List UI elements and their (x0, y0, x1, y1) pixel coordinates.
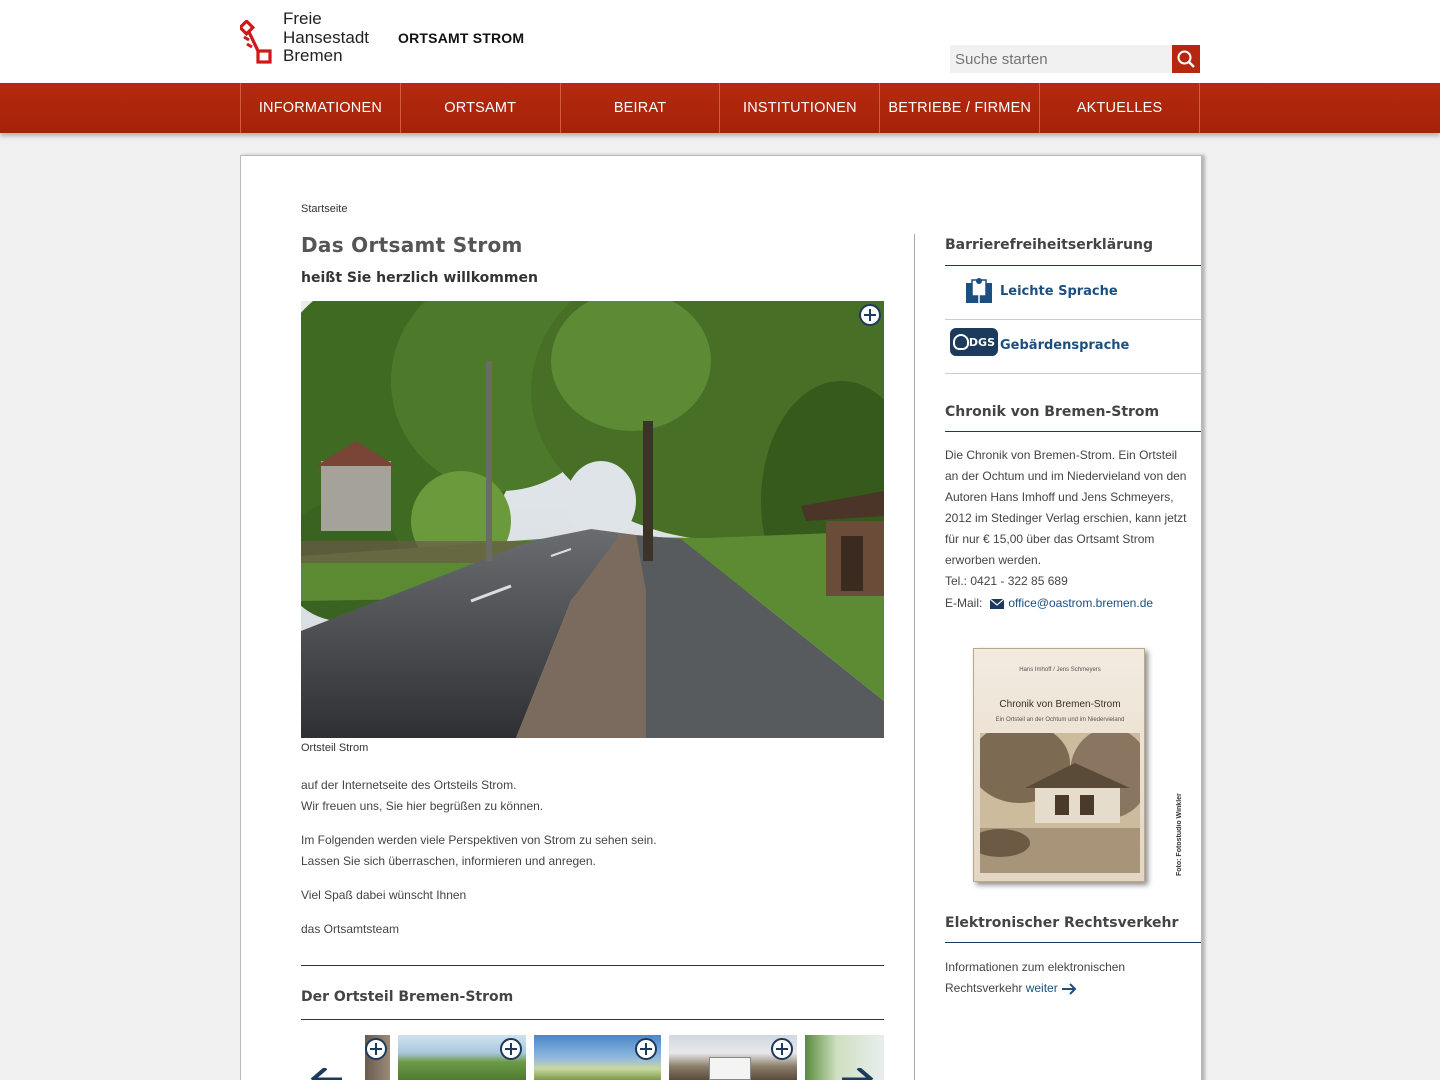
section-divider (301, 1019, 884, 1020)
welcome-text-line: Wir freuen uns, Sie hier begrüßen zu können. (301, 799, 544, 813)
book-photo-credit: Foto: Fotostudio Winkler (1176, 793, 1183, 876)
page-subtitle: heißt Sie herzlich willkommen (301, 270, 538, 286)
sidebar-divider (945, 265, 1201, 266)
nav-item-beirat[interactable]: BEIRAT (561, 83, 721, 133)
bremen-key-logo-icon[interactable] (240, 20, 274, 66)
hero-image[interactable] (301, 301, 884, 738)
search-input[interactable] (950, 45, 1172, 73)
easy-language-link[interactable]: Leichte Sprache (1000, 284, 1118, 299)
email-label: E-Mail: (945, 596, 983, 610)
chronicle-title: Chronik von Bremen-Strom (945, 404, 1160, 420)
ert-more-link[interactable]: weiter (1025, 981, 1058, 995)
gallery-next-arrow-icon[interactable] (842, 1068, 878, 1080)
welcome-paragraph-1 (301, 775, 543, 817)
sidebar-divider (945, 319, 1201, 320)
chronicle-phone: Tel.: 0421 - 322 85 689 (945, 574, 1068, 588)
hero-zoom-icon[interactable] (859, 304, 881, 326)
welcome-text-line: Lassen Sie sich überraschen, informieren und anregen. (301, 854, 596, 868)
logo-line-1: Freie (283, 9, 322, 28)
search-button[interactable] (1172, 45, 1200, 73)
arrow-right-icon[interactable] (1061, 983, 1077, 995)
site-title[interactable]: ORTSAMT STROM (398, 30, 525, 46)
sidebar-divider (945, 942, 1201, 943)
logo-line-3: Bremen (283, 46, 343, 65)
book-cover-photo (980, 733, 1140, 873)
column-divider (914, 234, 915, 1080)
mail-icon (990, 599, 1004, 609)
ert-title: Elektronischer Rechtsverkehr (945, 915, 1179, 931)
sign-language-link[interactable]: Gebärdensprache (1000, 338, 1130, 353)
email-link[interactable]: office@oastrom.bremen.de (1008, 596, 1154, 610)
welcome-text-line: auf der Internetseite des Ortsteils Strom. (301, 778, 517, 792)
welcome-paragraph-2 (301, 830, 657, 872)
breadcrumb[interactable]: Startseite (301, 203, 348, 215)
chronicle-book-cover[interactable] (973, 648, 1145, 882)
gallery-title: Der Ortsteil Bremen-Strom (301, 989, 514, 1005)
nav-item-institutionen[interactable]: INSTITUTIONEN (720, 83, 880, 133)
sign-language-dgs-icon (950, 328, 998, 356)
sidebar-divider (945, 373, 1201, 374)
book-authors: Hans Imhoff / Jens Schmeyers (1019, 667, 1101, 673)
welcome-paragraph-3: Viel Spaß dabei wünscht Ihnen (301, 888, 467, 902)
dgs-badge-label: DGS (968, 335, 995, 349)
chronicle-description: Die Chronik von Bremen-Strom. Ein Ortsteil an der Ochtum und im Niedervieland von den Autoren Hans Imhoff und Jens Schmeyers, 2012 im Stedinger Verlag erschien, kann jetzt für nur € 15,00 über das Ortsamt Strom erworben werden. (945, 448, 1187, 567)
easy-language-book-icon (964, 277, 994, 305)
thumbnail-zoom-icon[interactable] (635, 1038, 657, 1060)
logo-line-2: Hansestadt (283, 27, 369, 47)
accessibility-title[interactable]: Barrierefreiheitserklärung (945, 237, 1154, 253)
ert-text: Informationen zum elektronischen Rechtsverkehr (945, 960, 1126, 995)
welcome-text-line: Im Folgenden werden viele Perspektiven von Strom zu sehen sein. (301, 833, 657, 847)
logo-wordmark[interactable] (283, 10, 369, 66)
section-divider (301, 965, 884, 966)
page-title: Das Ortsamt Strom (301, 233, 523, 257)
book-subtitle: Ein Ortsteil an der Ochtum und im Niedervieland (995, 717, 1125, 723)
sidebar-divider (945, 431, 1201, 432)
site-header (0, 0, 1440, 83)
nav-item-informationen[interactable]: INFORMATIONEN (241, 83, 401, 133)
ert-description (945, 957, 1155, 999)
book-title: Chronik von Bremen-Strom (999, 699, 1121, 710)
thumbnail-zoom-icon[interactable] (500, 1038, 522, 1060)
gallery-prev-arrow-icon[interactable] (306, 1068, 342, 1080)
thumbnail-zoom-icon[interactable] (365, 1038, 387, 1060)
nav-item-aktuelles[interactable]: AKTUELLES (1040, 83, 1200, 133)
chronicle-email-row (945, 593, 1190, 614)
nav-item-betriebe-firmen[interactable]: BETRIEBE / FIRMEN (880, 83, 1040, 133)
thumbnail-zoom-icon[interactable] (771, 1038, 793, 1060)
hero-caption: Ortsteil Strom (301, 742, 369, 754)
search-icon (1176, 49, 1196, 69)
nav-item-ortsamt[interactable]: ORTSAMT (401, 83, 561, 133)
welcome-paragraph-4: das Ortsamtsteam (301, 922, 400, 936)
main-navigation (0, 83, 1440, 133)
